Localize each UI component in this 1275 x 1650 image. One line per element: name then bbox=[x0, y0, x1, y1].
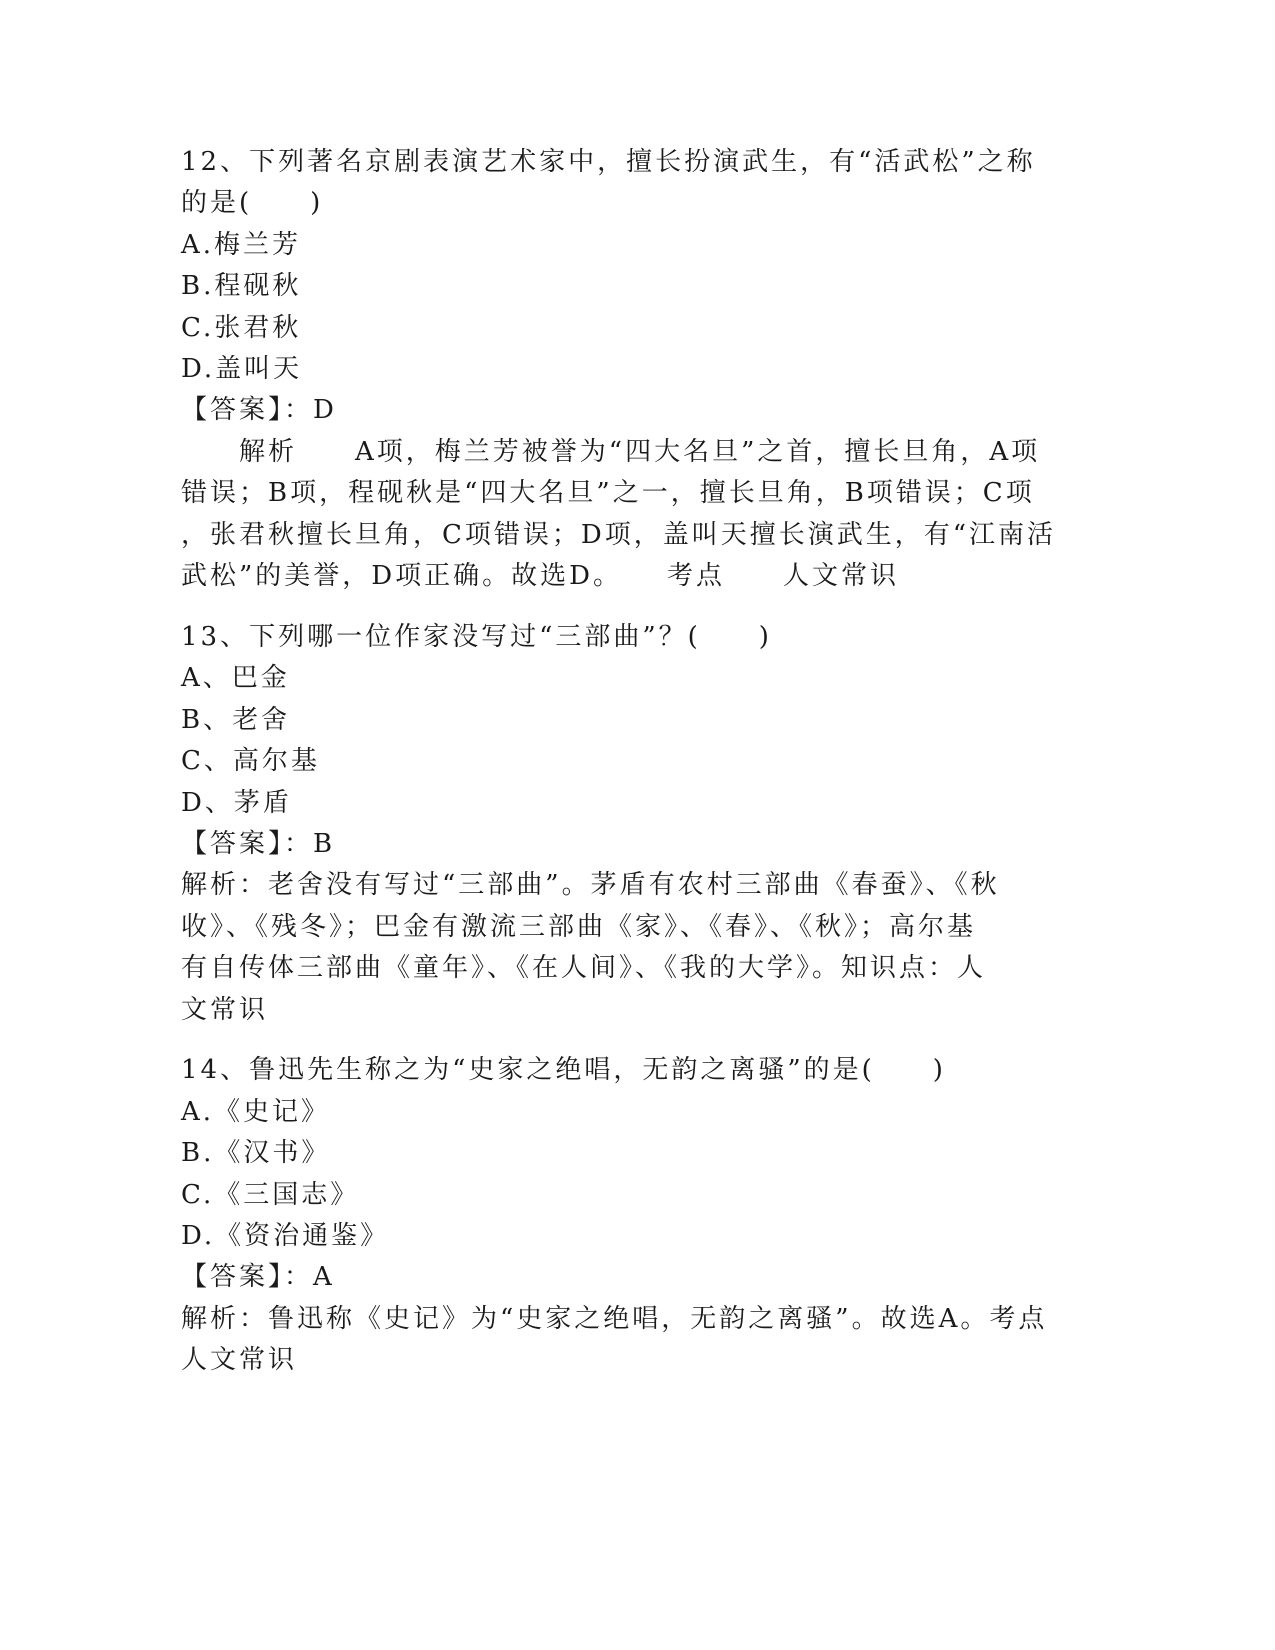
option-b: B.程砚秋 bbox=[181, 271, 302, 301]
option-a: A.梅兰芳 bbox=[181, 230, 302, 260]
explanation-line: 收》、《残冬》；巴金有激流三部曲《家》、《春》、《秋》；高尔基 bbox=[181, 912, 977, 942]
option-a: A、巴金 bbox=[181, 663, 290, 693]
explanation-line: 武松”的美誉，D项正确。故选D。 考点 人文常识 bbox=[181, 561, 899, 591]
explanation-line: 错误；B项，程砚秋是“四大名旦”之一，擅长旦角，B项错误；C项 bbox=[181, 478, 1035, 508]
explanation-line: 解析：老舍没有写过“三部曲”。茅盾有农村三部曲《春蚕》、《秋 bbox=[181, 870, 1000, 900]
option-b: B、老舍 bbox=[181, 705, 291, 735]
answer: 【答案】：A bbox=[181, 1262, 335, 1292]
explanation-line: 人文常识 bbox=[181, 1345, 298, 1375]
option-c: C.《三国志》 bbox=[181, 1180, 360, 1210]
explanation-line: 解析：鲁迅称《史记》为“史家之绝唱，无韵之离骚”。故选A。考点 bbox=[181, 1304, 1048, 1334]
option-a: A.《史记》 bbox=[181, 1097, 331, 1127]
answer: 【答案】：B bbox=[181, 829, 336, 859]
explanation-line: 文常识 bbox=[181, 995, 269, 1025]
answer: 【答案】：D bbox=[181, 395, 337, 425]
option-d: D.《资治通鉴》 bbox=[181, 1221, 390, 1251]
option-c: C.张君秋 bbox=[181, 313, 302, 343]
option-b: B.《汉书》 bbox=[181, 1138, 331, 1168]
question-stem: 12、下列著名京剧表演艺术家中，擅长扮演武生，有“活武松”之称 bbox=[181, 147, 1036, 177]
option-d: D.盖叫天 bbox=[181, 354, 303, 384]
explanation-line: ，张君秋擅长旦角，C项错误；D项，盖叫天擅长演武生，有“江南活 bbox=[181, 520, 1057, 550]
option-c: C、高尔基 bbox=[181, 746, 320, 776]
question-stem: 14、鲁迅先生称之为“史家之绝唱，无韵之离骚”的是( ) bbox=[181, 1055, 946, 1085]
explanation-line: 解析 A项，梅兰芳被誉为“四大名旦”之首，擅长旦角，A项 bbox=[181, 437, 1041, 467]
option-d: D、茅盾 bbox=[181, 788, 292, 818]
question-stem: 13、下列哪一位作家没写过“三部曲”？( ) bbox=[181, 622, 772, 652]
question-stem: 的是( ) bbox=[181, 188, 324, 218]
explanation-line: 有自传体三部曲《童年》、《在人间》、《我的大学》。知识点：人 bbox=[181, 953, 987, 983]
